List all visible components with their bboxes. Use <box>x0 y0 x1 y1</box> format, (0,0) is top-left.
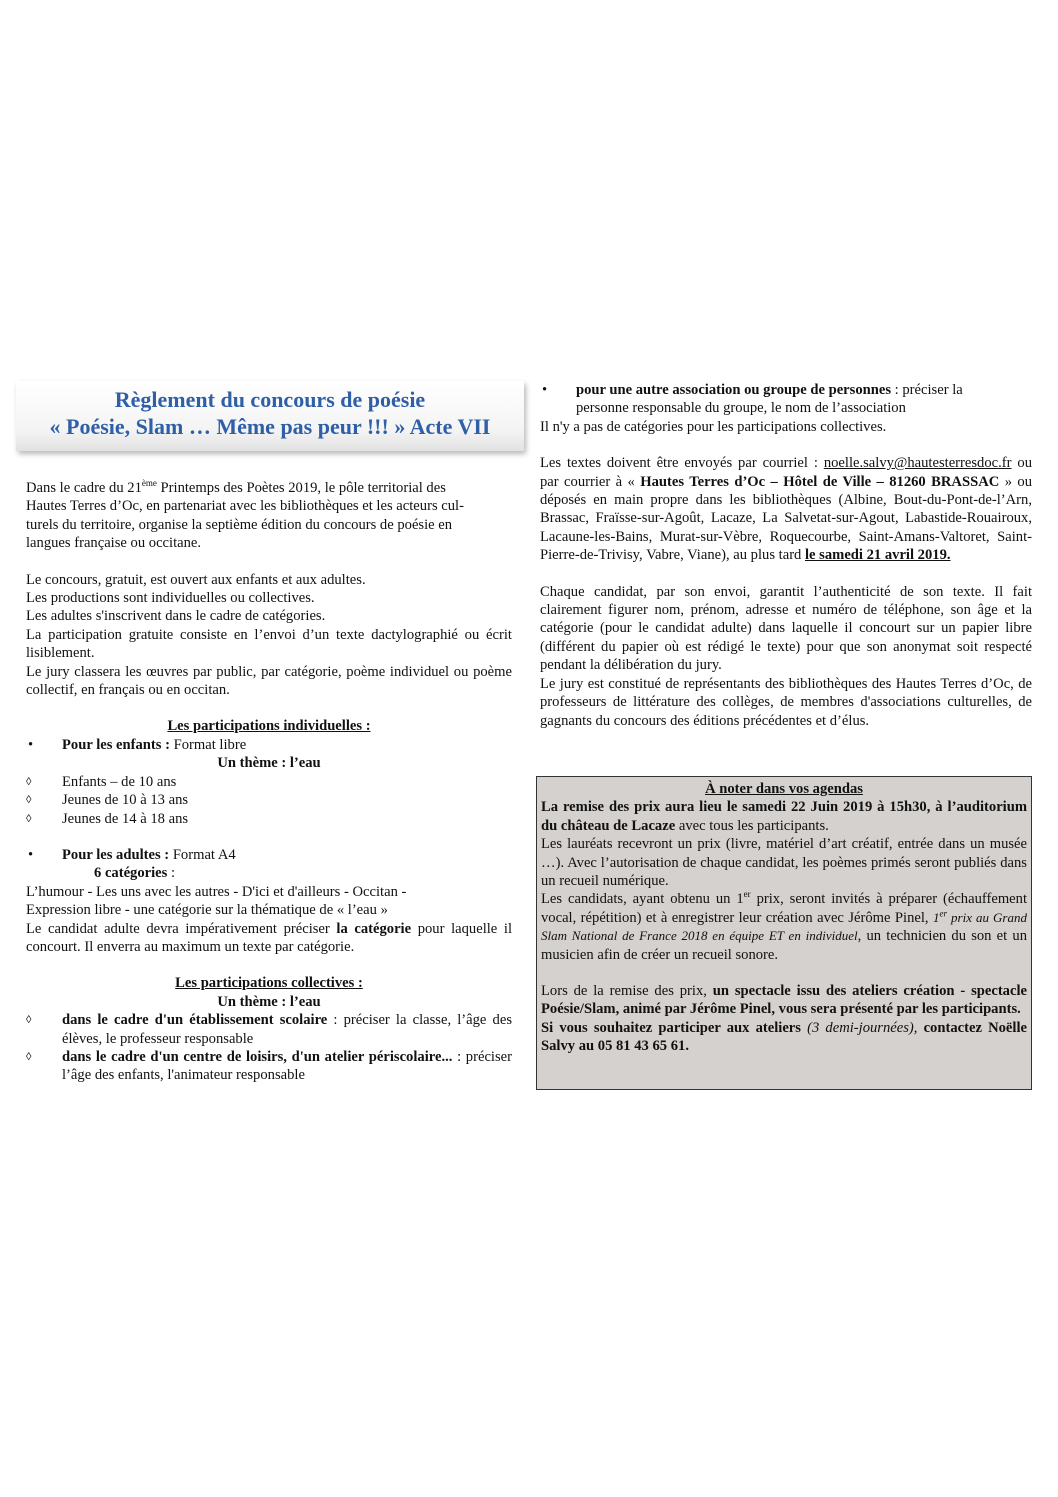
title-line-1: Règlement du concours de poésie <box>114 387 426 412</box>
winners-text: Les candidats, ayant obtenu un 1er prix, seront invités à préparer (échauffement vocal, répétition) et à enregistrer leur création avec Jérôme Pinel, 1er prix au Grand Slam National de France 2018 en équipe ET en individuel, un technicien du son et un musicien afin de créer un recueil sonore. <box>541 889 1028 963</box>
bullet-icon: • <box>542 382 548 398</box>
no-categories-note: Il n'y a pas de catégories pour les participations collectives. <box>540 418 887 435</box>
agenda-box <box>536 776 1032 1090</box>
rules-list <box>26 571 512 700</box>
diamond-icon: ◊ <box>26 812 32 825</box>
individual-theme: Un thème : l’eau <box>217 755 321 772</box>
ceremony-text: La remise des prix aura lieu le samedi 22 Juin 2019 à 15h30, à l’auditorium du château de Lacaze avec tous les participants. <box>541 799 1027 834</box>
jury-paragraph: Le jury est constitué de représentants des bibliothèques des Hautes Terres d’Oc, de professeurs de littérature des collèges, de membres d'associations culturelles, de gagnants du concours des éditions précédentes et d’élus. <box>540 675 1032 729</box>
leisure-item: ◊ dans le cadre d'un centre de loisirs, d'un atelier périscolaire... : préciser l’âge des enfants, l'animateur responsable <box>26 1048 512 1084</box>
individual-heading: Les participations individuelles : <box>167 718 371 735</box>
adults-item: • Pour les adultes : Format A4 <box>28 846 236 863</box>
email-link[interactable]: noelle.salvy@hautesterresdoc.fr <box>823 455 1012 472</box>
bullet-icon: • <box>28 736 34 753</box>
contact-text: Si vous souhaitez participer aux ateliers (3 demi-journées), contactez Noëlle Salvy au 05 81 43 65 61. <box>541 1019 1027 1055</box>
categories-line: L’humour - Les uns avec les autres - D'ici et d'ailleurs - Occitan - <box>26 883 407 900</box>
deadline: le samedi 21 avril 2019. <box>805 547 951 564</box>
sending-paragraph: Les textes doivent être envoyés par courriel : noelle.salvy@hautesterresdoc.fr ou par courrier à « Hautes Terres d’Oc – Hôtel de Ville – 81260 BRASSAC » ou déposés en main propre dans les bibliothèques (Albine, Bout-du-Pont-de-l’Arn, Brassac, Fraïsse-sur-Agoût, Lacaze, La Salvetat-sur-Agout, Labastide-Rouairoux, Lacaune-les-Bains, Murat-sur-Vèbre, Roquecourbe, Saint-Amans-Valtoret, Saint-Pierre-de-Trivisy, Vabre, Viane), au plus tard le samedi 21 avril 2019. <box>540 455 1033 564</box>
list-item: ◊ Enfants – de 10 ans <box>26 773 177 790</box>
rule-line: La participation gratuite consiste en l’envoi d’un texte dactylographié ou écrit lisiblement. <box>26 626 512 662</box>
categories-line: Expression libre - une catégorie sur la thématique de « l’eau » <box>26 902 388 919</box>
diamond-icon: ◊ <box>26 1050 32 1063</box>
list-item: ◊ Jeunes de 10 à 13 ans <box>26 792 189 809</box>
collective-heading: Les participations collectives : <box>175 975 363 992</box>
age-groups <box>26 773 512 828</box>
rule-line: Le jury classera les œuvres par public, par catégorie, poème individuel ou poème collectif, en français ou en occitan. <box>26 663 512 699</box>
title-line-2: « Poésie, Slam … Même pas peur !!! » Acte VII <box>49 414 491 439</box>
diamond-icon: ◊ <box>26 794 32 807</box>
diamond-icon: ◊ <box>26 1014 32 1027</box>
bullet-icon: • <box>28 846 34 863</box>
collective-theme: Un thème : l’eau <box>217 993 321 1010</box>
children-item: • Pour les enfants : Format libre <box>28 736 247 753</box>
rule-line: Les adultes s'inscrivent dans le cadre de catégories. <box>26 608 326 625</box>
candidate-paragraph: Chaque candidat, par son envoi, garantit l’authenticité de son texte. Il fait clairement figurer nom, prénom, adresse et numéro de téléphone, son âge et la catégorie (pour le candidat adulte) dans laquelle il concourt sur un papier libre (différent du papier où est rédigé le texte) pour que son anonymat soit respecté pendant la délibération du jury. <box>540 583 1032 674</box>
agenda-heading: À noter dans vos agendas <box>705 781 863 797</box>
prizes-text: Les lauréats recevront un prix (livre, matériel d’art créatif, entrée dans un musée …). Avec l’autorisation de chaque candidat, les poèmes primés seront publiés dans un recueil numérique. <box>541 836 1027 890</box>
intro-paragraph: Dans le cadre du 21ème Printemps des Poètes 2019, le pôle territorial des Hautes Terres d’Oc, en partenariat avec les bibliothèques et les acteurs cul- turels du territoire, organise la septième édition du concours de poésie en langues française ou occitane. <box>26 478 464 552</box>
adult-note: Le candidat adulte devra impérativement préciser la catégorie pour laquelle il concourt. Il enverra au maximum un texte par catégorie. <box>26 920 513 955</box>
school-item: ◊ dans le cadre d'un établissement scolaire : préciser la classe, l’âge des élèves, le professeur responsable <box>26 1012 512 1047</box>
association-item: • pour une autre association ou groupe de personnes : préciser la personne responsable du groupe, le nom de l’association <box>542 382 963 417</box>
right-column <box>540 381 1032 730</box>
rule-line: Le concours, gratuit, est ouvert aux enfants et aux adultes. <box>26 571 366 588</box>
categories-label: 6 catégories : <box>94 865 176 882</box>
list-item: ◊ Jeunes de 14 à 18 ans <box>26 810 189 827</box>
rule-line: Les productions sont individuelles ou collectives. <box>26 590 315 607</box>
show-text: Lors de la remise des prix, un spectacle issu des ateliers création - spectacle Poésie/Slam, animé par Jérôme Pinel, vous sera présenté par les participants. <box>541 983 1027 1018</box>
left-column <box>26 381 512 1085</box>
diamond-icon: ◊ <box>26 775 32 788</box>
